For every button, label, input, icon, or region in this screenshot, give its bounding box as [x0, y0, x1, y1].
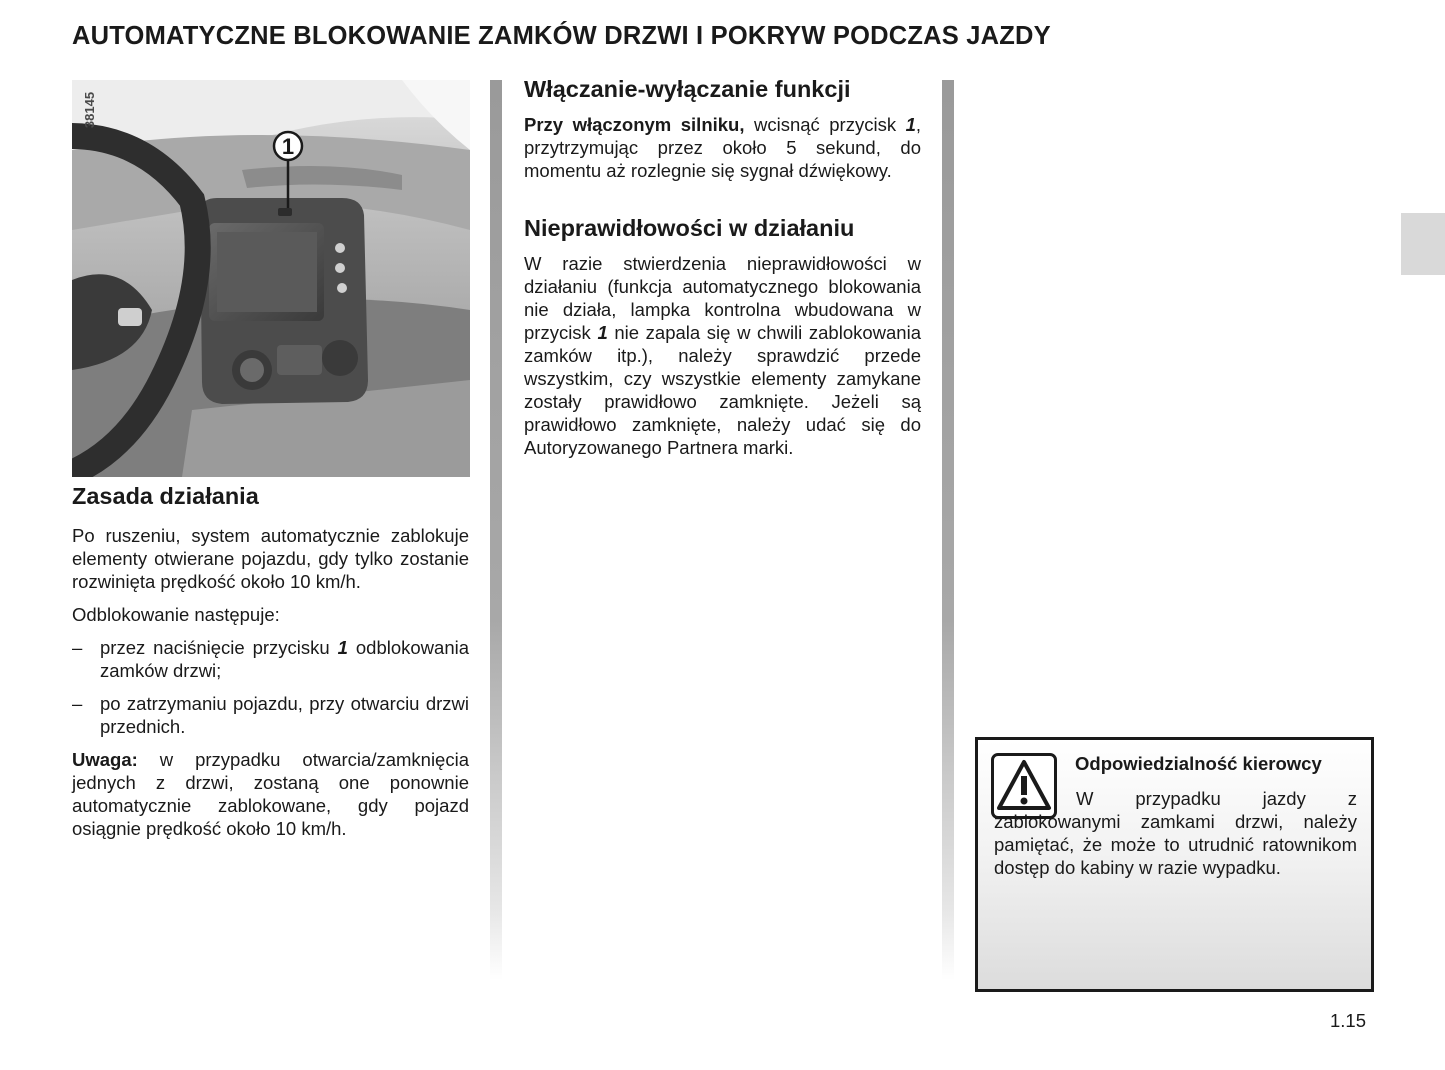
faults-paragraph: W razie stwierdzenia nieprawidłowości w działaniu (funkcja automatycznego blokowania nie działa, lampka kontrolna wbudowana w przycisk 1 nie zapala się w chwili zablokowania zamków itp.), należy sprawdzić przede wszystkim, czy wszystkie elementy zamykane zostały prawidłowo zamknięte. Jeżeli są prawidłowo zamknięte, należy udać się do Autoryzowanego Partnera marki.	[524, 253, 921, 458]
lock-button	[278, 208, 292, 216]
callout-number: 1	[281, 134, 295, 159]
warning-title: Odpowiedzialność kierowcy	[1075, 753, 1322, 774]
warning-box	[975, 737, 1374, 992]
note-paragraph: Uwaga: w przypadku otwarcia/zamknięcia jednych z drzwi, zostaną one ponownie automatycznie zablokowane, gdy pojazd osiągnie prędkość około 10 km/h.	[72, 749, 469, 839]
dashboard-illustration	[72, 80, 470, 477]
warning-text: W przypadku jazdy z zablokowanymi zamkami drzwi, należy pamiętać, że może to utrudnić ratownikom dostęp do kabiny w razie wypadku.	[994, 788, 1357, 878]
list-item: – po zatrzymaniu pojazdu, przy otwarciu drzwi przednich.	[72, 693, 469, 737]
faults-heading: Nieprawidłowości w działaniu	[524, 215, 855, 241]
list-item: – przez naciśnięcie przycisku 1 odblokowania zamków drzwi;	[72, 637, 470, 681]
note-label: Uwaga:	[72, 749, 138, 770]
section-tab	[1401, 213, 1445, 275]
principle-heading: Zasada działania	[72, 483, 259, 509]
principle-section	[72, 482, 469, 840]
dashboard-photo	[72, 80, 470, 477]
toggle-heading: Włączanie-wyłączanie funkcji	[524, 76, 851, 102]
page-title: AUTOMATYCZNE BLOKOWANIE ZAMKÓW DRZWI I POKRYW PODCZAS JAZDY	[72, 22, 1051, 50]
toggle-paragraph: Przy włączonym silniku, wcisnąć przycisk 1, przytrzymując przez około 5 sekund, do momentu aż rozlegnie się sygnał dźwiękowy.	[524, 114, 922, 181]
principle-paragraph: Po ruszeniu, system automatycznie zablokuje elementy otwierane pojazdu, gdy tylko zostanie rozwinięta prędkość około 10 km/h.	[72, 525, 469, 592]
column-separator	[490, 80, 502, 980]
toggle-section	[524, 75, 921, 459]
figure-ref-code: 38145	[82, 91, 97, 129]
page-number: 1.15	[1330, 1010, 1367, 1031]
unlock-intro: Odblokowanie następuje:	[72, 604, 280, 625]
column-separator	[942, 80, 954, 980]
